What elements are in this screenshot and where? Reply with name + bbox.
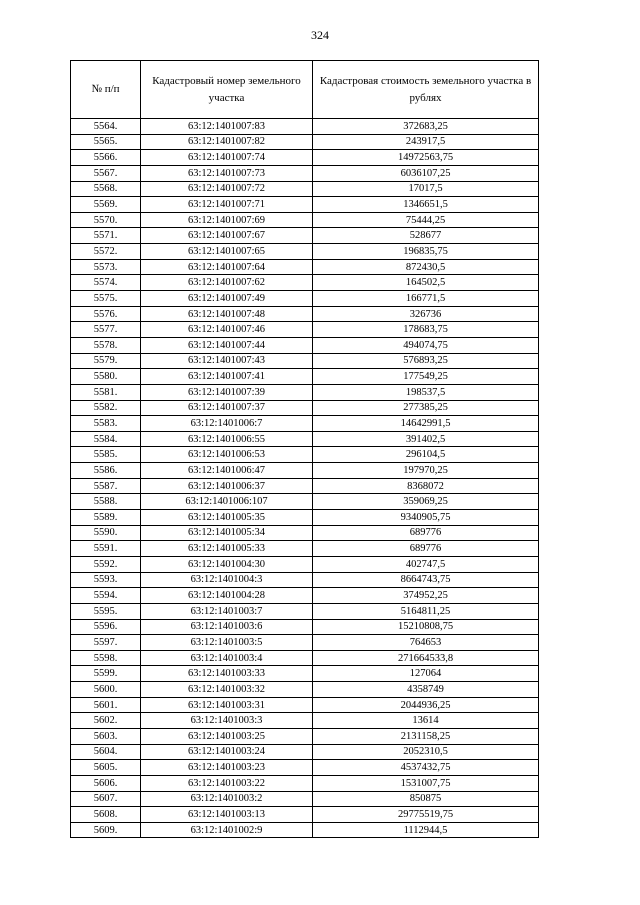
cell-cadastral-value: 4358749: [313, 682, 539, 698]
cell-cadastral-number: 63:12:1401003:24: [141, 744, 313, 760]
page-number: 324: [311, 28, 329, 42]
table-row: [71, 494, 539, 510]
table-row: [71, 713, 539, 729]
table-row: [71, 212, 539, 228]
cell-cadastral-number: 63:12:1401004:3: [141, 572, 313, 588]
cell-cadastral-value: 29775519,75: [313, 807, 539, 823]
cell-row-number: 5573.: [71, 259, 141, 275]
cell-cadastral-number: 63:12:1401006:47: [141, 463, 313, 479]
cell-row-number: 5574.: [71, 275, 141, 291]
table-row: [71, 510, 539, 526]
cell-cadastral-value: 1112944,5: [313, 822, 539, 838]
cell-row-number: 5599.: [71, 666, 141, 682]
cell-cadastral-number: 63:12:1401007:72: [141, 181, 313, 197]
table-row: [71, 572, 539, 588]
cell-row-number: 5568.: [71, 181, 141, 197]
header-cadastral-number: Кадастровый номер земельного участка: [141, 61, 313, 119]
table-row: [71, 291, 539, 307]
table-row: [71, 400, 539, 416]
cell-cadastral-number: 63:12:1401003:32: [141, 682, 313, 698]
table-row: [71, 119, 539, 135]
cell-cadastral-value: 5164811,25: [313, 603, 539, 619]
cell-cadastral-value: 14972563,75: [313, 150, 539, 166]
cell-row-number: 5594.: [71, 588, 141, 604]
table-row: [71, 556, 539, 572]
cell-row-number: 5609.: [71, 822, 141, 838]
cell-cadastral-number: 63:12:1401007:39: [141, 384, 313, 400]
cell-cadastral-number: 63:12:1401002:9: [141, 822, 313, 838]
cell-cadastral-number: 63:12:1401005:34: [141, 525, 313, 541]
cell-cadastral-number: 63:12:1401007:64: [141, 259, 313, 275]
cell-cadastral-value: 764653: [313, 635, 539, 651]
cell-cadastral-value: 243917,5: [313, 134, 539, 150]
table-row: [71, 728, 539, 744]
table-row: [71, 369, 539, 385]
cell-row-number: 5593.: [71, 572, 141, 588]
cell-cadastral-value: 689776: [313, 525, 539, 541]
cell-row-number: 5606.: [71, 775, 141, 791]
cell-row-number: 5570.: [71, 212, 141, 228]
cell-cadastral-number: 63:12:1401003:33: [141, 666, 313, 682]
cell-cadastral-value: 75444,25: [313, 212, 539, 228]
cell-cadastral-number: 63:12:1401006:55: [141, 431, 313, 447]
cell-cadastral-value: 177549,25: [313, 369, 539, 385]
cell-row-number: 5596.: [71, 619, 141, 635]
cell-cadastral-number: 63:12:1401007:71: [141, 197, 313, 213]
cell-cadastral-value: 6036107,25: [313, 165, 539, 181]
cell-row-number: 5576.: [71, 306, 141, 322]
cell-cadastral-value: 576893,25: [313, 353, 539, 369]
cell-row-number: 5595.: [71, 603, 141, 619]
cell-row-number: 5590.: [71, 525, 141, 541]
table-row: [71, 322, 539, 338]
cell-cadastral-value: 850875: [313, 791, 539, 807]
table-row: [71, 666, 539, 682]
cell-cadastral-number: 63:12:1401005:35: [141, 510, 313, 526]
cell-cadastral-number: 63:12:1401007:37: [141, 400, 313, 416]
cell-row-number: 5598.: [71, 650, 141, 666]
cell-row-number: 5602.: [71, 713, 141, 729]
table-row: [71, 682, 539, 698]
cell-row-number: 5577.: [71, 322, 141, 338]
cell-row-number: 5586.: [71, 463, 141, 479]
table-row: [71, 228, 539, 244]
cell-cadastral-number: 63:12:1401007:83: [141, 119, 313, 135]
cell-cadastral-number: 63:12:1401007:48: [141, 306, 313, 322]
table-row: [71, 744, 539, 760]
cell-row-number: 5604.: [71, 744, 141, 760]
table-row: [71, 416, 539, 432]
cell-row-number: 5584.: [71, 431, 141, 447]
cell-cadastral-value: 4537432,75: [313, 760, 539, 776]
cell-cadastral-value: 197970,25: [313, 463, 539, 479]
table-row: [71, 384, 539, 400]
cell-cadastral-value: 178683,75: [313, 322, 539, 338]
cell-cadastral-number: 63:12:1401003:6: [141, 619, 313, 635]
cell-cadastral-value: 402747,5: [313, 556, 539, 572]
cell-cadastral-number: 63:12:1401004:28: [141, 588, 313, 604]
cell-cadastral-value: 326736: [313, 306, 539, 322]
table-header-row: [71, 61, 539, 119]
cell-cadastral-number: 63:12:1401003:31: [141, 697, 313, 713]
cell-cadastral-value: 374952,25: [313, 588, 539, 604]
cell-cadastral-number: 63:12:1401006:37: [141, 478, 313, 494]
cell-cadastral-number: 63:12:1401003:5: [141, 635, 313, 651]
table-row: [71, 635, 539, 651]
cell-cadastral-value: 164502,5: [313, 275, 539, 291]
cell-cadastral-value: 2131158,25: [313, 728, 539, 744]
cell-cadastral-number: 63:12:1401007:41: [141, 369, 313, 385]
cell-row-number: 5579.: [71, 353, 141, 369]
cell-row-number: 5585.: [71, 447, 141, 463]
cell-cadastral-value: 8664743,75: [313, 572, 539, 588]
table-body: [71, 119, 539, 838]
cell-row-number: 5578.: [71, 337, 141, 353]
cell-cadastral-value: 359069,25: [313, 494, 539, 510]
table-row: [71, 197, 539, 213]
table-row: [71, 619, 539, 635]
cell-cadastral-number: 63:12:1401006:7: [141, 416, 313, 432]
header-row-number: № п/п: [71, 61, 141, 119]
table-row: [71, 431, 539, 447]
cell-cadastral-value: 166771,5: [313, 291, 539, 307]
cell-cadastral-value: 1346651,5: [313, 197, 539, 213]
cell-cadastral-value: 689776: [313, 541, 539, 557]
cell-row-number: 5607.: [71, 791, 141, 807]
cell-row-number: 5572.: [71, 244, 141, 260]
table-row: [71, 775, 539, 791]
cell-row-number: 5600.: [71, 682, 141, 698]
cell-cadastral-value: 277385,25: [313, 400, 539, 416]
table-row: [71, 603, 539, 619]
cell-cadastral-number: 63:12:1401003:7: [141, 603, 313, 619]
cell-cadastral-number: 63:12:1401006:107: [141, 494, 313, 510]
cell-cadastral-number: 63:12:1401007:69: [141, 212, 313, 228]
cell-cadastral-value: 9340905,75: [313, 510, 539, 526]
cell-cadastral-value: 196835,75: [313, 244, 539, 260]
cell-cadastral-number: 63:12:1401004:30: [141, 556, 313, 572]
cell-row-number: 5591.: [71, 541, 141, 557]
cell-cadastral-number: 63:12:1401007:67: [141, 228, 313, 244]
table-row: [71, 306, 539, 322]
cell-cadastral-value: 1531007,75: [313, 775, 539, 791]
table-row: [71, 807, 539, 823]
table-row: [71, 791, 539, 807]
cell-cadastral-number: 63:12:1401007:82: [141, 134, 313, 150]
cell-cadastral-value: 2044936,25: [313, 697, 539, 713]
cell-cadastral-value: 372683,25: [313, 119, 539, 135]
cell-row-number: 5608.: [71, 807, 141, 823]
cell-cadastral-value: 127064: [313, 666, 539, 682]
cell-row-number: 5567.: [71, 165, 141, 181]
table-row: [71, 353, 539, 369]
cell-cadastral-value: 494074,75: [313, 337, 539, 353]
cell-row-number: 5592.: [71, 556, 141, 572]
cell-cadastral-number: 63:12:1401003:2: [141, 791, 313, 807]
cell-cadastral-value: 198537,5: [313, 384, 539, 400]
cell-cadastral-number: 63:12:1401007:73: [141, 165, 313, 181]
cell-row-number: 5564.: [71, 119, 141, 135]
cell-row-number: 5587.: [71, 478, 141, 494]
cell-row-number: 5588.: [71, 494, 141, 510]
cell-cadastral-number: 63:12:1401007:49: [141, 291, 313, 307]
cell-cadastral-value: 13614: [313, 713, 539, 729]
table-row: [71, 463, 539, 479]
cell-cadastral-number: 63:12:1401003:13: [141, 807, 313, 823]
table-row: [71, 525, 539, 541]
table-row: [71, 541, 539, 557]
table-row: [71, 588, 539, 604]
cell-cadastral-number: 63:12:1401003:4: [141, 650, 313, 666]
cell-row-number: 5581.: [71, 384, 141, 400]
cell-row-number: 5605.: [71, 760, 141, 776]
cell-row-number: 5589.: [71, 510, 141, 526]
cell-cadastral-value: 872430,5: [313, 259, 539, 275]
cell-cadastral-value: 14642991,5: [313, 416, 539, 432]
table-row: [71, 259, 539, 275]
cell-cadastral-number: 63:12:1401003:23: [141, 760, 313, 776]
table-row: [71, 150, 539, 166]
table-row: [71, 244, 539, 260]
cell-cadastral-value: 2052310,5: [313, 744, 539, 760]
table-row: [71, 275, 539, 291]
table-row: [71, 337, 539, 353]
cell-row-number: 5565.: [71, 134, 141, 150]
cell-row-number: 5580.: [71, 369, 141, 385]
cell-cadastral-value: 8368072: [313, 478, 539, 494]
cell-cadastral-value: 528677: [313, 228, 539, 244]
cell-cadastral-number: 63:12:1401003:3: [141, 713, 313, 729]
cadastral-value-table: [70, 60, 539, 838]
cell-cadastral-number: 63:12:1401007:65: [141, 244, 313, 260]
table-row: [71, 447, 539, 463]
cell-cadastral-value: 17017,5: [313, 181, 539, 197]
cell-cadastral-value: 391402,5: [313, 431, 539, 447]
cell-row-number: 5603.: [71, 728, 141, 744]
cell-cadastral-value: 271664533,8: [313, 650, 539, 666]
table-row: [71, 134, 539, 150]
cell-cadastral-number: 63:12:1401007:74: [141, 150, 313, 166]
table-row: [71, 760, 539, 776]
cell-row-number: 5601.: [71, 697, 141, 713]
cell-cadastral-number: 63:12:1401007:43: [141, 353, 313, 369]
cell-row-number: 5582.: [71, 400, 141, 416]
table-row: [71, 650, 539, 666]
cell-cadastral-number: 63:12:1401007:44: [141, 337, 313, 353]
table-row: [71, 165, 539, 181]
cell-cadastral-value: 296104,5: [313, 447, 539, 463]
cell-row-number: 5569.: [71, 197, 141, 213]
cell-row-number: 5566.: [71, 150, 141, 166]
cell-row-number: 5597.: [71, 635, 141, 651]
cell-cadastral-value: 15210808,75: [313, 619, 539, 635]
cell-cadastral-number: 63:12:1401006:53: [141, 447, 313, 463]
table-row: [71, 697, 539, 713]
cell-cadastral-number: 63:12:1401003:25: [141, 728, 313, 744]
header-cadastral-value: Кадастровая стоимость земельного участка в рублях: [313, 61, 539, 119]
cell-cadastral-number: 63:12:1401007:62: [141, 275, 313, 291]
cell-row-number: 5583.: [71, 416, 141, 432]
cell-row-number: 5575.: [71, 291, 141, 307]
table-row: [71, 181, 539, 197]
table-row: [71, 478, 539, 494]
cell-row-number: 5571.: [71, 228, 141, 244]
cell-cadastral-number: 63:12:1401005:33: [141, 541, 313, 557]
cell-cadastral-number: 63:12:1401007:46: [141, 322, 313, 338]
cell-cadastral-number: 63:12:1401003:22: [141, 775, 313, 791]
table-row: [71, 822, 539, 838]
